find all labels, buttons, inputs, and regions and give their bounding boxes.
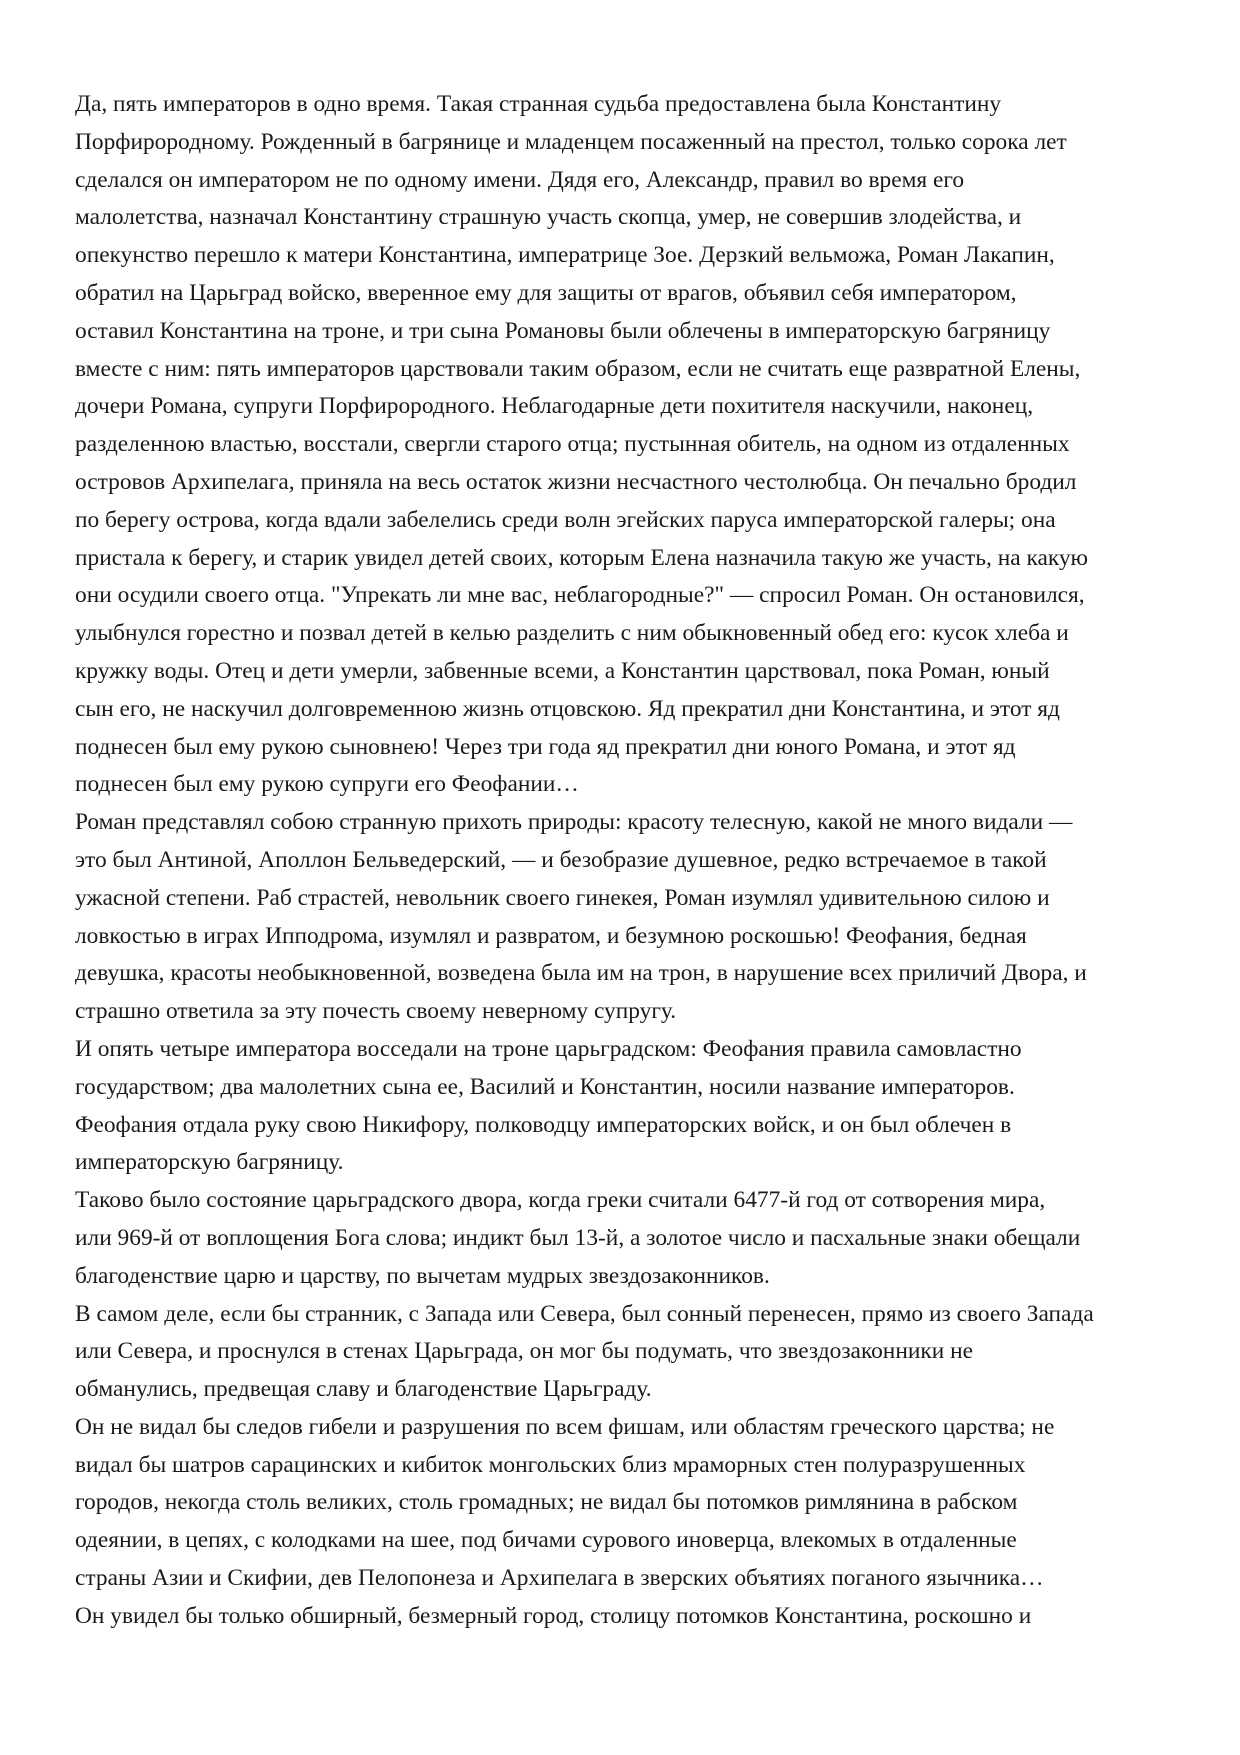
text-line: обманулись, предвещая славу и благоденствие Царьграду.	[75, 1376, 652, 1403]
text-line: одеянии, в цепях, с колодками на шее, под бичами сурового иноверца, влекомых в отдаленные	[75, 1527, 1017, 1554]
paragraph-7	[75, 1598, 1175, 1636]
text-line: Феофания отдала руку свою Никифору, полководцу императорских войск, и он был облечен в	[75, 1111, 1012, 1138]
text-line: разделенною властью, восстали, свергли старого отца; пустынная обитель, на одном из отдаленных	[75, 431, 1070, 458]
text-line: ловкостью в играх Ипподрома, изумлял и развратом, и безумною роскошью! Феофания, бедная	[75, 922, 1027, 949]
text-line: Да, пять императоров в одно время. Такая странная судьба предоставлена была Константину	[75, 91, 1002, 117]
text-line: городов, некогда столь великих, столь громадных; не видал бы потомков римлянина в рабском	[75, 1489, 1018, 1516]
text-line: обратил на Царьград войско, вверенное ему для защиты от врагов, объявил себя императором,	[75, 279, 1017, 306]
text-line: улыбнулся горестно и позвал детей в келью разделить с ним обыкновенный обед его: кусок хлеба и	[75, 620, 1069, 647]
text-line: благоденствие царю и царству, по вычетам мудрых звездозаконников.	[75, 1262, 770, 1289]
text-line: поднесен был ему рукою супруги его Феофании…	[75, 771, 579, 798]
paragraph-6	[75, 1409, 1175, 1598]
text-line: императорскую багряницу.	[75, 1149, 344, 1176]
text-line: Таково было состояние царьградского двора, когда греки считали 6477-й год от сотворения мира,	[75, 1187, 1046, 1214]
text-line: видал бы шатров сарацинских и кибиток монгольских близ мраморных стен полуразрушенных	[75, 1451, 1026, 1478]
paragraph-2	[75, 804, 1175, 1031]
text-line: В самом деле, если бы странник, с Запада или Севера, был сонный перенесен, прямо из своего Запада	[75, 1300, 1094, 1327]
text-line: Роман представлял собою странную прихоть природы: красоту телесную, какой не много видали —	[75, 809, 1073, 836]
text-line: ужасной степени. Раб страстей, невольник своего гинекея, Роман изумлял удивительною силою и	[75, 884, 1050, 911]
text-line: сын его, не наскучил долговременною жизнь отцовскою. Яд прекратил дни Константина, и этот яд	[75, 695, 1060, 722]
text-line: поднесен был ему рукою сыновнею! Через три года яд прекратил дни юного Романа, и этот яд	[75, 733, 1016, 760]
text-line: вместе с ним: пять императоров царствовали таким образом, если не считать еще развратной Елены,	[75, 355, 1081, 382]
text-line: страны Азии и Скифии, дев Пелопонеза и Архипелага в зверских объятиях поганого язычника…	[75, 1565, 1044, 1592]
text-line: малолетства, назначал Константину страшную участь скопца, умер, не совершив злодейства, и	[75, 204, 1022, 231]
text-line: Он не видал бы следов гибели и разрушения по всем фишам, или областям греческого царства; не	[75, 1413, 1055, 1440]
text-line: государством; два малолетних сына ее, Василий и Константин, носили название императоров.	[75, 1073, 1015, 1100]
paragraph-5	[75, 1296, 1175, 1409]
text-line: опекунство перешло к матери Константина, императрице Зое. Дерзкий вельможа, Роман Лакапин,	[75, 242, 1055, 269]
document-page	[75, 86, 1175, 1636]
paragraph-4	[75, 1182, 1175, 1295]
text-line: это был Антиной, Аполлон Бельведерский, — и безобразие душевное, редко встречаемое в такой	[75, 846, 1047, 873]
text-line: И опять четыре императора восседали на троне царьградском: Феофания правила самовластно	[75, 1035, 1022, 1062]
paragraph-3	[75, 1031, 1175, 1182]
text-line: островов Архипелага, приняла на весь остаток жизни несчастного честолюбца. Он печально бродил	[75, 468, 1077, 495]
text-line: по берегу острова, когда вдали забелелись среди волн эгейских паруса императорской галеры; она	[75, 506, 1056, 533]
text-line: Порфирородному. Рожденный в багрянице и младенцем посаженный на престол, только сорока лет	[75, 128, 1067, 155]
text-line: дочери Романа, супруги Порфирородного. Неблагодарные дети похитителя наскучили, наконец,	[75, 393, 1034, 420]
text-line: девушка, красоты необыкновенной, возведена была им на трон, в нарушение всех приличий Двора, и	[75, 960, 1087, 987]
text-line: Он увидел бы только обширный, безмерный город, столицу потомков Константина, роскошно и	[75, 1602, 1032, 1629]
text-line: они осудили своего отца. "Упрекать ли мне вас, неблагородные?" — спросил Роман. Он остановился,	[75, 582, 1085, 609]
text-line: сделался он императором не по одному имени. Дядя его, Александр, правил во время его	[75, 166, 965, 193]
text-line: кружку воды. Отец и дети умерли, забвенные всеми, а Константин царствовал, пока Роман, юный	[75, 657, 1050, 684]
paragraph-1	[75, 86, 1175, 804]
text-line: страшно ответила за эту почесть своему неверному супругу.	[75, 998, 677, 1025]
text-line: или 969-й от воплощения Бога слова; индикт был 13-й, а золотое число и пасхальные знаки обещали	[75, 1224, 1081, 1251]
text-line: пристала к берегу, и старик увидел детей своих, которым Елена назначила такую же участь, на какую	[75, 544, 1089, 571]
text-line: или Севера, и проснулся в стенах Царьграда, он мог бы подумать, что звездозаконники не	[75, 1338, 973, 1365]
text-line: оставил Константина на троне, и три сына Романовы были облечены в императорскую багряницу	[75, 317, 1051, 344]
